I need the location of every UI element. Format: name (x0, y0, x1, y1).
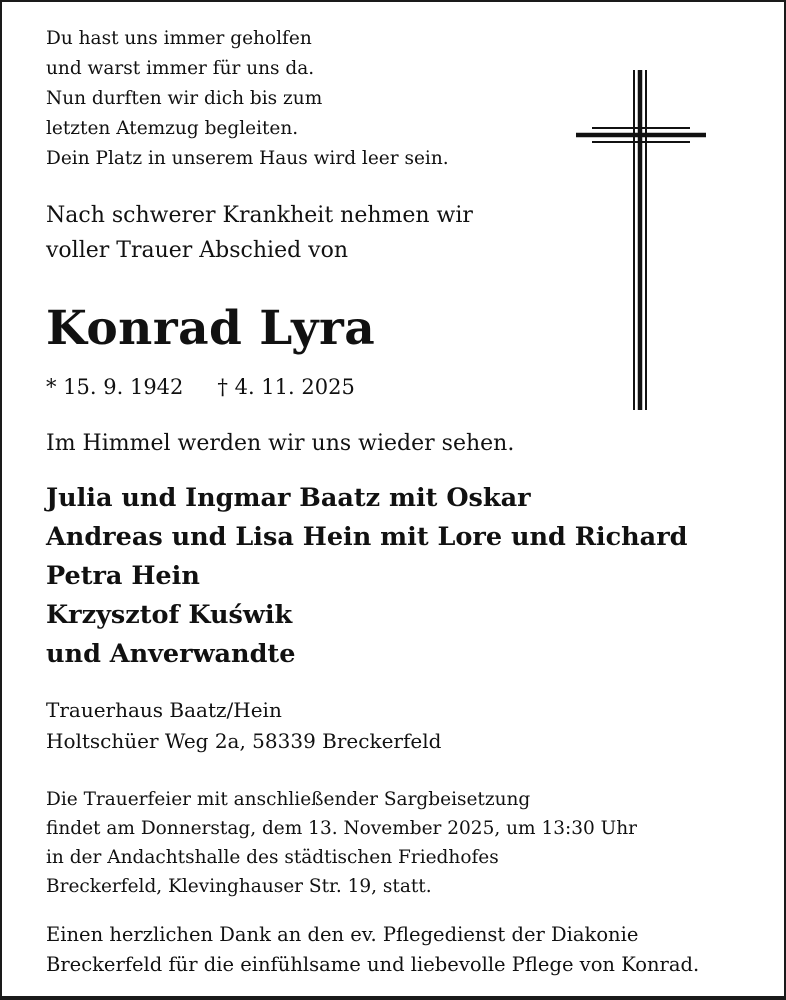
intro-line: Nach schwerer Krankheit nehmen wir (46, 203, 473, 228)
cross-icon (574, 70, 708, 410)
ceremony-line: Die Trauerfeier mit anschließender Sargbeisetzung (46, 789, 531, 810)
thanks-line: Einen herzlichen Dank an den ev. Pflegedienst der Diakonie (46, 923, 639, 946)
ceremony-line: findet am Donnerstag, dem 13. November 2025, um 13:30 Uhr (46, 818, 637, 839)
poem-line: letzten Atemzug begleiten. (46, 118, 299, 139)
ceremony-line: in der Andachtshalle des städtischen Friedhofes (46, 847, 499, 868)
poem-line: Dein Platz in unserem Haus wird leer sein. (46, 148, 449, 169)
mourner-line: Julia und Ingmar Baatz mit Oskar (46, 483, 531, 513)
poem-line: Du hast uns immer geholfen (46, 28, 312, 49)
address-line: Holtschüer Weg 2a, 58339 Breckerfeld (46, 729, 442, 753)
poem-line: Nun durften wir dich bis zum (46, 88, 323, 109)
mourner-line: und Anverwandte (46, 639, 296, 669)
address-line: Trauerhaus Baatz/Hein (46, 698, 282, 722)
mourner-line: Petra Hein (46, 561, 200, 591)
life-dates (46, 372, 355, 402)
poem-line: und warst immer für uns da. (46, 58, 315, 79)
farewell-quote: Im Himmel werden wir uns wieder sehen. (46, 431, 515, 456)
poem (46, 24, 449, 174)
deceased-name: Konrad Lyra (46, 301, 376, 356)
mourner-line: Krzysztof Kuświk (46, 600, 293, 630)
death-date: † 4. 11. 2025 (217, 375, 355, 399)
thanks-line: Breckerfeld für die einfühlsame und liebevolle Pflege von Konrad. (46, 953, 700, 976)
ceremony-line: Breckerfeld, Klevinghauser Str. 19, statt. (46, 876, 432, 897)
mourner-line: Andreas und Lisa Hein mit Lore und Richard (46, 522, 688, 552)
funeral-ceremony-info (46, 785, 637, 901)
birth-date: * 15. 9. 1942 (46, 375, 184, 399)
intro-line: voller Trauer Abschied von (46, 238, 349, 263)
mourners-list (46, 479, 687, 674)
thanks-note (46, 920, 699, 980)
mourning-house-address (46, 695, 441, 757)
intro-text (46, 198, 473, 268)
